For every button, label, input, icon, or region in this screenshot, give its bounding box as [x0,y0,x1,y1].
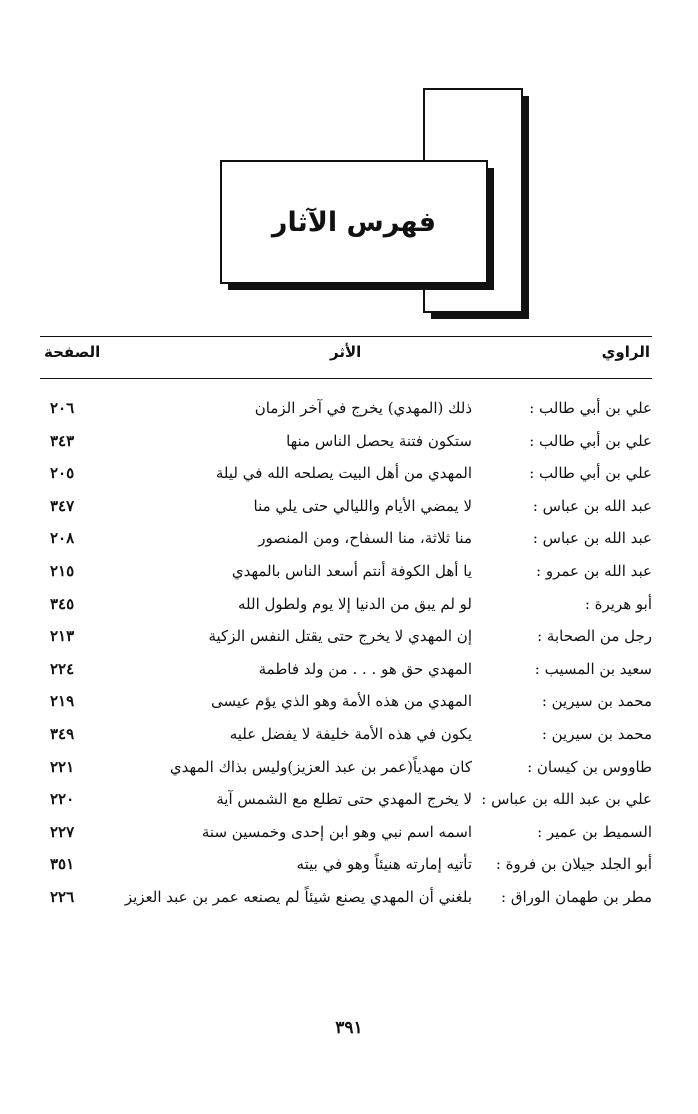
page-number-cell: ٢٠٥ [50,464,75,483]
page-number-cell: ٢١٩ [50,692,75,711]
athar-cell: ذلك (المهدي) يخرج في آخر الزمان [254,399,472,417]
column-header-athar: الأثر [330,343,362,361]
page-number-cell: ٢٠٦ [50,399,75,417]
athar-cell: يا أهل الكوفة أنتم أسعد الناس بالمهدي [231,561,472,580]
table-row [40,849,652,882]
narrator-cell: مطر بن طهمان الوراق : [501,887,652,906]
narrator-cell: رجل من الصحابة : [537,627,652,646]
table-row [40,686,652,719]
table-row [40,491,652,524]
athar-cell: تأتيه إمارته هنيئاً وهو في بيته [296,855,472,874]
athar-cell: لو لم يبق من الدنيا إلا يوم ولطول الله [237,594,472,613]
athar-cell: المهدي حق هو . . . من ولد فاطمة [258,659,472,678]
athar-cell: ستكون فتنة يحصل الناس منها [286,431,472,450]
table-row [40,458,652,491]
page-number: ٣٩١ [335,1018,363,1038]
narrator-cell: عبد الله بن عباس : [532,529,652,548]
athar-cell: المهدي من هذه الأمة وهو الذي يؤم عيسى [210,692,472,711]
table-row [40,523,652,556]
page-number-cell: ٢٢١ [50,757,75,776]
column-header-page: الصفحة [44,343,101,361]
table-row [40,752,652,785]
page-number-cell: ٢٢٠ [50,790,75,809]
table-row [40,621,652,654]
narrator-cell: محمد بن سيرين : [541,692,652,711]
page-number-cell: ٢٢٤ [50,659,75,678]
narrator-cell: أبو الجلد جيلان بن فروة : [495,855,652,874]
narrator-cell: علي بن أبي طالب : [529,464,652,483]
narrator-cell: عبد الله بن عمرو : [536,561,652,580]
index-table [40,393,652,915]
athar-cell: يكون في هذه الأمة خليفة لا يفضل عليه [229,724,472,743]
top-rule [40,336,652,337]
page-number-cell: ٢١٣ [50,627,75,646]
narrator-cell: محمد بن سيرين : [541,724,652,743]
table-row [40,589,652,622]
table-row [40,393,652,426]
athar-cell: المهدي من أهل البيت يصلحه الله في ليلة [215,464,472,483]
title-frame [220,160,488,284]
table-row [40,556,652,589]
page-number-cell: ٣٤٧ [50,496,75,515]
narrator-cell: علي بن أبي طالب : [529,399,652,417]
narrator-cell: طاووس بن كيسان : [527,757,652,776]
page-number-cell: ٣٤٥ [50,594,75,613]
narrator-cell: عبد الله بن عباس : [532,496,652,515]
narrator-cell: سعيد بن المسيب : [534,659,652,678]
narrator-cell: علي بن عبد الله بن عباس : [481,790,652,809]
page-number-cell: ٣٤٩ [50,724,75,743]
page-number-cell: ٢١٥ [50,561,75,580]
athar-cell: إن المهدي لا يخرج حتى يقتل النفس الزكية [208,627,472,646]
athar-cell: اسمه اسم نبي وهو ابن إحدى وخمسين سنة [201,822,472,841]
athar-cell: بلغني أن المهدي يصنع شيئاً لم يصنعه عمر بن عبد العزيز [124,887,472,906]
table-row [40,719,652,752]
column-header-narrator: الراوي [601,343,650,361]
athar-cell: لا يخرج المهدي حتى تطلع مع الشمس آية [216,790,472,809]
page-number-cell: ٣٤٣ [50,431,75,450]
page-title: فهرس الآثار [271,206,437,238]
header-rule [40,378,652,379]
page-number-cell: ٢٢٦ [50,887,75,906]
athar-cell: منا ثلاثة، منا السفاح، ومن المنصور [258,529,472,548]
athar-cell: كان مهدياً(عمر بن عبد العزيز)وليس بذاك المهدي [169,757,472,776]
table-row [40,654,652,687]
table-row [40,784,652,817]
narrator-cell: أبو هريرة : [584,594,652,613]
table-row [40,817,652,850]
page-number-cell: ٣٥١ [50,855,75,874]
athar-cell: لا يمضي الأيام والليالي حتى يلي منا [253,496,472,515]
table-row [40,426,652,459]
narrator-cell: السميط بن عمير : [537,822,652,841]
table-row [40,882,652,915]
narrator-cell: علي بن أبي طالب : [529,431,652,450]
page-number-cell: ٢٠٨ [50,529,75,548]
page-number-cell: ٢٢٧ [50,822,75,841]
